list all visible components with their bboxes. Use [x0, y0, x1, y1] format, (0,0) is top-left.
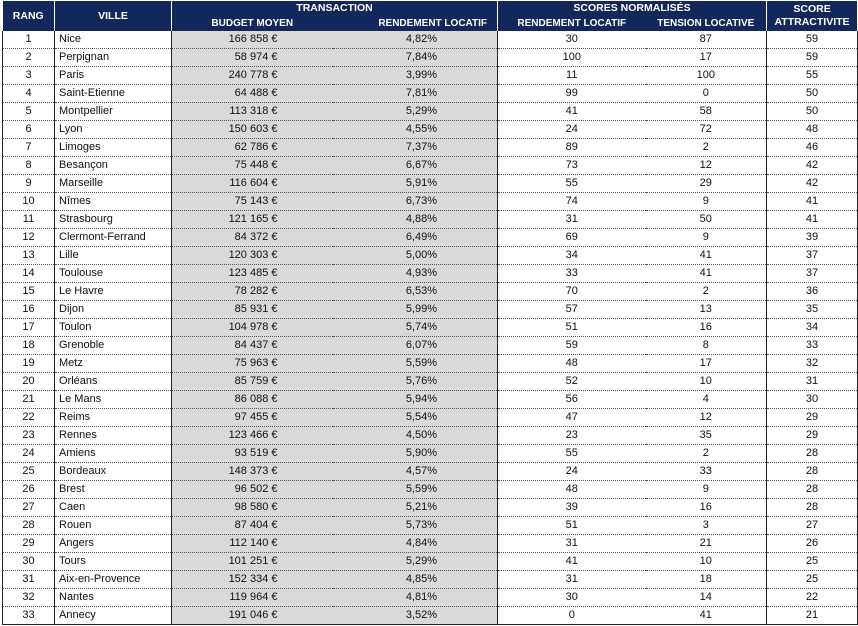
budget-cell: 96 502 € [172, 481, 333, 499]
score-attractivite-cell: 22 [767, 589, 858, 607]
rang-cell: 6 [3, 121, 55, 139]
score-tension-cell: 10 [646, 373, 767, 391]
score-rendement-cell: 59 [498, 337, 646, 355]
score-tension-cell: 13 [646, 301, 767, 319]
header-rendement-locatif: RENDEMENT LOCATIF [333, 16, 498, 31]
budget-cell: 113 318 € [172, 103, 333, 121]
rang-cell: 21 [3, 391, 55, 409]
score-attractivite-cell: 41 [767, 211, 858, 229]
ville-cell: Amiens [55, 445, 172, 463]
rendement-cell: 5,74% [333, 319, 498, 337]
rang-cell: 27 [3, 499, 55, 517]
ville-cell: Caen [55, 499, 172, 517]
ville-cell: Tours [55, 553, 172, 571]
rendement-cell: 7,84% [333, 49, 498, 67]
ville-cell: Metz [55, 355, 172, 373]
ville-cell: Lille [55, 247, 172, 265]
rendement-cell: 4,85% [333, 571, 498, 589]
rang-cell: 13 [3, 247, 55, 265]
rang-cell: 14 [3, 265, 55, 283]
score-tension-cell: 8 [646, 337, 767, 355]
rang-cell: 22 [3, 409, 55, 427]
rendement-cell: 5,91% [333, 175, 498, 193]
table-row [3, 463, 858, 481]
table-row [3, 607, 858, 625]
table-row [3, 499, 858, 517]
score-rendement-cell: 24 [498, 463, 646, 481]
score-rendement-cell: 0 [498, 607, 646, 625]
ville-cell: Perpignan [55, 49, 172, 67]
rendement-cell: 7,81% [333, 85, 498, 103]
rang-cell: 12 [3, 229, 55, 247]
budget-cell: 123 466 € [172, 427, 333, 445]
score-rendement-cell: 70 [498, 283, 646, 301]
table-row [3, 589, 858, 607]
score-attractivite-cell: 25 [767, 571, 858, 589]
budget-cell: 112 140 € [172, 535, 333, 553]
table-row [3, 373, 858, 391]
ville-cell: Aix-en-Provence [55, 571, 172, 589]
score-rendement-cell: 99 [498, 85, 646, 103]
budget-cell: 85 931 € [172, 301, 333, 319]
score-tension-cell: 10 [646, 553, 767, 571]
rendement-cell: 3,99% [333, 67, 498, 85]
budget-cell: 148 373 € [172, 463, 333, 481]
ville-cell: Le Havre [55, 283, 172, 301]
budget-cell: 121 165 € [172, 211, 333, 229]
table-row [3, 67, 858, 85]
rang-cell: 8 [3, 157, 55, 175]
score-attractivite-cell: 29 [767, 427, 858, 445]
budget-cell: 58 974 € [172, 49, 333, 67]
rang-cell: 4 [3, 85, 55, 103]
budget-cell: 87 404 € [172, 517, 333, 535]
score-attractivite-cell: 46 [767, 139, 858, 157]
budget-cell: 93 519 € [172, 445, 333, 463]
header-score-attractivite [767, 1, 858, 31]
score-tension-cell: 33 [646, 463, 767, 481]
table-row [3, 85, 858, 103]
score-rendement-cell: 39 [498, 499, 646, 517]
table-row [3, 139, 858, 157]
rendement-cell: 5,21% [333, 499, 498, 517]
rang-cell: 18 [3, 337, 55, 355]
budget-cell: 120 303 € [172, 247, 333, 265]
score-rendement-cell: 56 [498, 391, 646, 409]
score-tension-cell: 41 [646, 265, 767, 283]
score-rendement-cell: 34 [498, 247, 646, 265]
score-tension-cell: 41 [646, 247, 767, 265]
table-row [3, 229, 858, 247]
table-row [3, 571, 858, 589]
rang-cell: 32 [3, 589, 55, 607]
rang-cell: 33 [3, 607, 55, 625]
header-budget-moyen: BUDGET MOYEN [172, 16, 333, 31]
score-tension-cell: 50 [646, 211, 767, 229]
score-attractivite-cell: 28 [767, 463, 858, 481]
ville-cell: Clermont-Ferrand [55, 229, 172, 247]
table-row [3, 121, 858, 139]
table-row [3, 157, 858, 175]
score-attractivite-cell: 39 [767, 229, 858, 247]
table-row [3, 319, 858, 337]
budget-cell: 86 088 € [172, 391, 333, 409]
rang-cell: 24 [3, 445, 55, 463]
score-tension-cell: 17 [646, 49, 767, 67]
score-rendement-cell: 47 [498, 409, 646, 427]
rendement-cell: 5,54% [333, 409, 498, 427]
ville-cell: Dijon [55, 301, 172, 319]
table-row [3, 445, 858, 463]
score-attractivite-cell: 37 [767, 247, 858, 265]
score-tension-cell: 4 [646, 391, 767, 409]
rang-cell: 23 [3, 427, 55, 445]
score-rendement-cell: 31 [498, 571, 646, 589]
rendement-cell: 4,50% [333, 427, 498, 445]
score-attractivite-cell: 28 [767, 445, 858, 463]
score-rendement-cell: 69 [498, 229, 646, 247]
score-tension-cell: 16 [646, 499, 767, 517]
header-rang: RANG [3, 1, 55, 31]
ville-cell: Rouen [55, 517, 172, 535]
rang-cell: 3 [3, 67, 55, 85]
score-tension-cell: 9 [646, 193, 767, 211]
budget-cell: 75 448 € [172, 157, 333, 175]
table-row [3, 49, 858, 67]
score-tension-cell: 29 [646, 175, 767, 193]
rendement-cell: 6,07% [333, 337, 498, 355]
ville-cell: Besançon [55, 157, 172, 175]
score-rendement-cell: 11 [498, 67, 646, 85]
table-row [3, 265, 858, 283]
table-row [3, 103, 858, 121]
score-tension-cell: 72 [646, 121, 767, 139]
score-rendement-cell: 33 [498, 265, 646, 283]
score-rendement-cell: 41 [498, 103, 646, 121]
budget-cell: 85 759 € [172, 373, 333, 391]
score-attractivite-cell: 35 [767, 301, 858, 319]
ville-cell: Reims [55, 409, 172, 427]
budget-cell: 98 580 € [172, 499, 333, 517]
score-attractivite-cell: 50 [767, 85, 858, 103]
budget-cell: 78 282 € [172, 283, 333, 301]
score-attractivite-cell: 32 [767, 355, 858, 373]
score-attractivite-cell: 30 [767, 391, 858, 409]
table-row [3, 535, 858, 553]
score-tension-cell: 2 [646, 139, 767, 157]
ville-cell: Angers [55, 535, 172, 553]
score-attractivite-cell: 29 [767, 409, 858, 427]
score-attractivite-cell: 41 [767, 193, 858, 211]
score-attractivite-cell: 21 [767, 607, 858, 625]
table-row [3, 247, 858, 265]
ville-cell: Lyon [55, 121, 172, 139]
score-attractivite-cell: 25 [767, 553, 858, 571]
score-rendement-cell: 57 [498, 301, 646, 319]
table-row [3, 553, 858, 571]
rendement-cell: 4,84% [333, 535, 498, 553]
score-rendement-cell: 51 [498, 319, 646, 337]
ville-cell: Limoges [55, 139, 172, 157]
budget-cell: 240 778 € [172, 67, 333, 85]
rang-cell: 2 [3, 49, 55, 67]
rang-cell: 19 [3, 355, 55, 373]
rendement-cell: 6,67% [333, 157, 498, 175]
rendement-cell: 7,37% [333, 139, 498, 157]
score-tension-cell: 58 [646, 103, 767, 121]
score-rendement-cell: 30 [498, 589, 646, 607]
rang-cell: 9 [3, 175, 55, 193]
score-rendement-cell: 48 [498, 355, 646, 373]
score-rendement-cell: 100 [498, 49, 646, 67]
rendement-cell: 5,73% [333, 517, 498, 535]
rang-cell: 31 [3, 571, 55, 589]
header-score-line1: SCORE [793, 3, 831, 15]
rang-cell: 17 [3, 319, 55, 337]
budget-cell: 123 485 € [172, 265, 333, 283]
ville-cell: Toulon [55, 319, 172, 337]
header-score-line2: ATTRACTIVITE [774, 16, 850, 28]
rendement-cell: 4,55% [333, 121, 498, 139]
score-attractivite-cell: 59 [767, 49, 858, 67]
ville-cell: Annecy [55, 607, 172, 625]
rendement-cell: 4,88% [333, 211, 498, 229]
score-rendement-cell: 73 [498, 157, 646, 175]
score-attractivite-cell: 28 [767, 481, 858, 499]
ville-cell: Nice [55, 31, 172, 49]
table-row [3, 175, 858, 193]
rang-cell: 7 [3, 139, 55, 157]
table-header [3, 1, 858, 31]
rang-cell: 25 [3, 463, 55, 481]
rang-cell: 28 [3, 517, 55, 535]
score-tension-cell: 100 [646, 67, 767, 85]
score-attractivite-cell: 50 [767, 103, 858, 121]
header-scores-normalises: SCORES NORMALISÉS [498, 1, 767, 16]
score-attractivite-cell: 26 [767, 535, 858, 553]
header-score-tension: TENSION LOCATIVE [646, 16, 767, 31]
score-tension-cell: 3 [646, 517, 767, 535]
ville-cell: Bordeaux [55, 463, 172, 481]
table-body [3, 31, 858, 625]
rang-cell: 5 [3, 103, 55, 121]
budget-cell: 191 046 € [172, 607, 333, 625]
score-tension-cell: 9 [646, 481, 767, 499]
budget-cell: 166 858 € [172, 31, 333, 49]
ville-cell: Strasbourg [55, 211, 172, 229]
score-tension-cell: 9 [646, 229, 767, 247]
rendement-cell: 5,90% [333, 445, 498, 463]
ville-cell: Marseille [55, 175, 172, 193]
budget-cell: 119 964 € [172, 589, 333, 607]
rang-cell: 26 [3, 481, 55, 499]
rang-cell: 1 [3, 31, 55, 49]
budget-cell: 75 963 € [172, 355, 333, 373]
rendement-cell: 6,49% [333, 229, 498, 247]
score-tension-cell: 21 [646, 535, 767, 553]
rendement-cell: 5,29% [333, 103, 498, 121]
score-rendement-cell: 55 [498, 445, 646, 463]
score-rendement-cell: 55 [498, 175, 646, 193]
score-attractivite-cell: 42 [767, 157, 858, 175]
rang-cell: 10 [3, 193, 55, 211]
score-tension-cell: 87 [646, 31, 767, 49]
score-tension-cell: 17 [646, 355, 767, 373]
budget-cell: 116 604 € [172, 175, 333, 193]
score-rendement-cell: 51 [498, 517, 646, 535]
rang-cell: 15 [3, 283, 55, 301]
score-attractivite-cell: 27 [767, 517, 858, 535]
score-attractivite-cell: 42 [767, 175, 858, 193]
header-ville: VILLE [55, 1, 172, 31]
score-tension-cell: 12 [646, 157, 767, 175]
rendement-cell: 3,52% [333, 607, 498, 625]
score-tension-cell: 16 [646, 319, 767, 337]
score-tension-cell: 14 [646, 589, 767, 607]
score-rendement-cell: 74 [498, 193, 646, 211]
rendement-cell: 5,59% [333, 355, 498, 373]
rendement-cell: 5,00% [333, 247, 498, 265]
ville-cell: Grenoble [55, 337, 172, 355]
ville-cell: Montpellier [55, 103, 172, 121]
score-rendement-cell: 89 [498, 139, 646, 157]
rendement-cell: 5,59% [333, 481, 498, 499]
budget-cell: 104 978 € [172, 319, 333, 337]
header-transaction: TRANSACTION [172, 1, 498, 16]
score-rendement-cell: 23 [498, 427, 646, 445]
score-tension-cell: 18 [646, 571, 767, 589]
budget-cell: 75 143 € [172, 193, 333, 211]
ranking-table-container [2, 1, 857, 625]
rendement-cell: 5,99% [333, 301, 498, 319]
table-row [3, 283, 858, 301]
table-row [3, 211, 858, 229]
rang-cell: 16 [3, 301, 55, 319]
table-row [3, 355, 858, 373]
budget-cell: 150 603 € [172, 121, 333, 139]
rendement-cell: 6,73% [333, 193, 498, 211]
score-attractivite-cell: 37 [767, 265, 858, 283]
ville-cell: Paris [55, 67, 172, 85]
score-rendement-cell: 52 [498, 373, 646, 391]
score-attractivite-cell: 31 [767, 373, 858, 391]
ville-cell: Le Mans [55, 391, 172, 409]
header-score-rendement: RENDEMENT LOCATIF [498, 16, 646, 31]
rang-cell: 20 [3, 373, 55, 391]
ville-cell: Toulouse [55, 265, 172, 283]
score-tension-cell: 2 [646, 445, 767, 463]
score-attractivite-cell: 55 [767, 67, 858, 85]
rang-cell: 29 [3, 535, 55, 553]
table-row [3, 517, 858, 535]
ville-cell: Brest [55, 481, 172, 499]
score-attractivite-cell: 36 [767, 283, 858, 301]
budget-cell: 97 455 € [172, 409, 333, 427]
budget-cell: 152 334 € [172, 571, 333, 589]
score-rendement-cell: 41 [498, 553, 646, 571]
rendement-cell: 6,53% [333, 283, 498, 301]
score-rendement-cell: 48 [498, 481, 646, 499]
score-tension-cell: 35 [646, 427, 767, 445]
score-rendement-cell: 31 [498, 535, 646, 553]
rendement-cell: 5,94% [333, 391, 498, 409]
ville-cell: Nîmes [55, 193, 172, 211]
ville-cell: Nantes [55, 589, 172, 607]
table-row [3, 427, 858, 445]
rendement-cell: 4,57% [333, 463, 498, 481]
rendement-cell: 4,81% [333, 589, 498, 607]
score-attractivite-cell: 59 [767, 31, 858, 49]
rendement-cell: 4,93% [333, 265, 498, 283]
table-row [3, 301, 858, 319]
table-row [3, 193, 858, 211]
table-row [3, 409, 858, 427]
score-rendement-cell: 24 [498, 121, 646, 139]
budget-cell: 62 786 € [172, 139, 333, 157]
ville-cell: Orléans [55, 373, 172, 391]
score-attractivite-cell: 28 [767, 499, 858, 517]
score-tension-cell: 2 [646, 283, 767, 301]
rendement-cell: 4,82% [333, 31, 498, 49]
score-attractivite-cell: 34 [767, 319, 858, 337]
table-row [3, 391, 858, 409]
table-row [3, 481, 858, 499]
score-rendement-cell: 31 [498, 211, 646, 229]
ville-cell: Rennes [55, 427, 172, 445]
rendement-cell: 5,76% [333, 373, 498, 391]
budget-cell: 64 488 € [172, 85, 333, 103]
rang-cell: 11 [3, 211, 55, 229]
rendement-cell: 5,29% [333, 553, 498, 571]
ville-cell: Saint-Etienne [55, 85, 172, 103]
score-rendement-cell: 30 [498, 31, 646, 49]
budget-cell: 101 251 € [172, 553, 333, 571]
budget-cell: 84 437 € [172, 337, 333, 355]
score-attractivite-cell: 48 [767, 121, 858, 139]
score-tension-cell: 12 [646, 409, 767, 427]
score-attractivite-cell: 33 [767, 337, 858, 355]
budget-cell: 84 372 € [172, 229, 333, 247]
score-tension-cell: 0 [646, 85, 767, 103]
ranking-table [2, 1, 858, 625]
table-row [3, 337, 858, 355]
table-row [3, 31, 858, 49]
score-tension-cell: 41 [646, 607, 767, 625]
rang-cell: 30 [3, 553, 55, 571]
